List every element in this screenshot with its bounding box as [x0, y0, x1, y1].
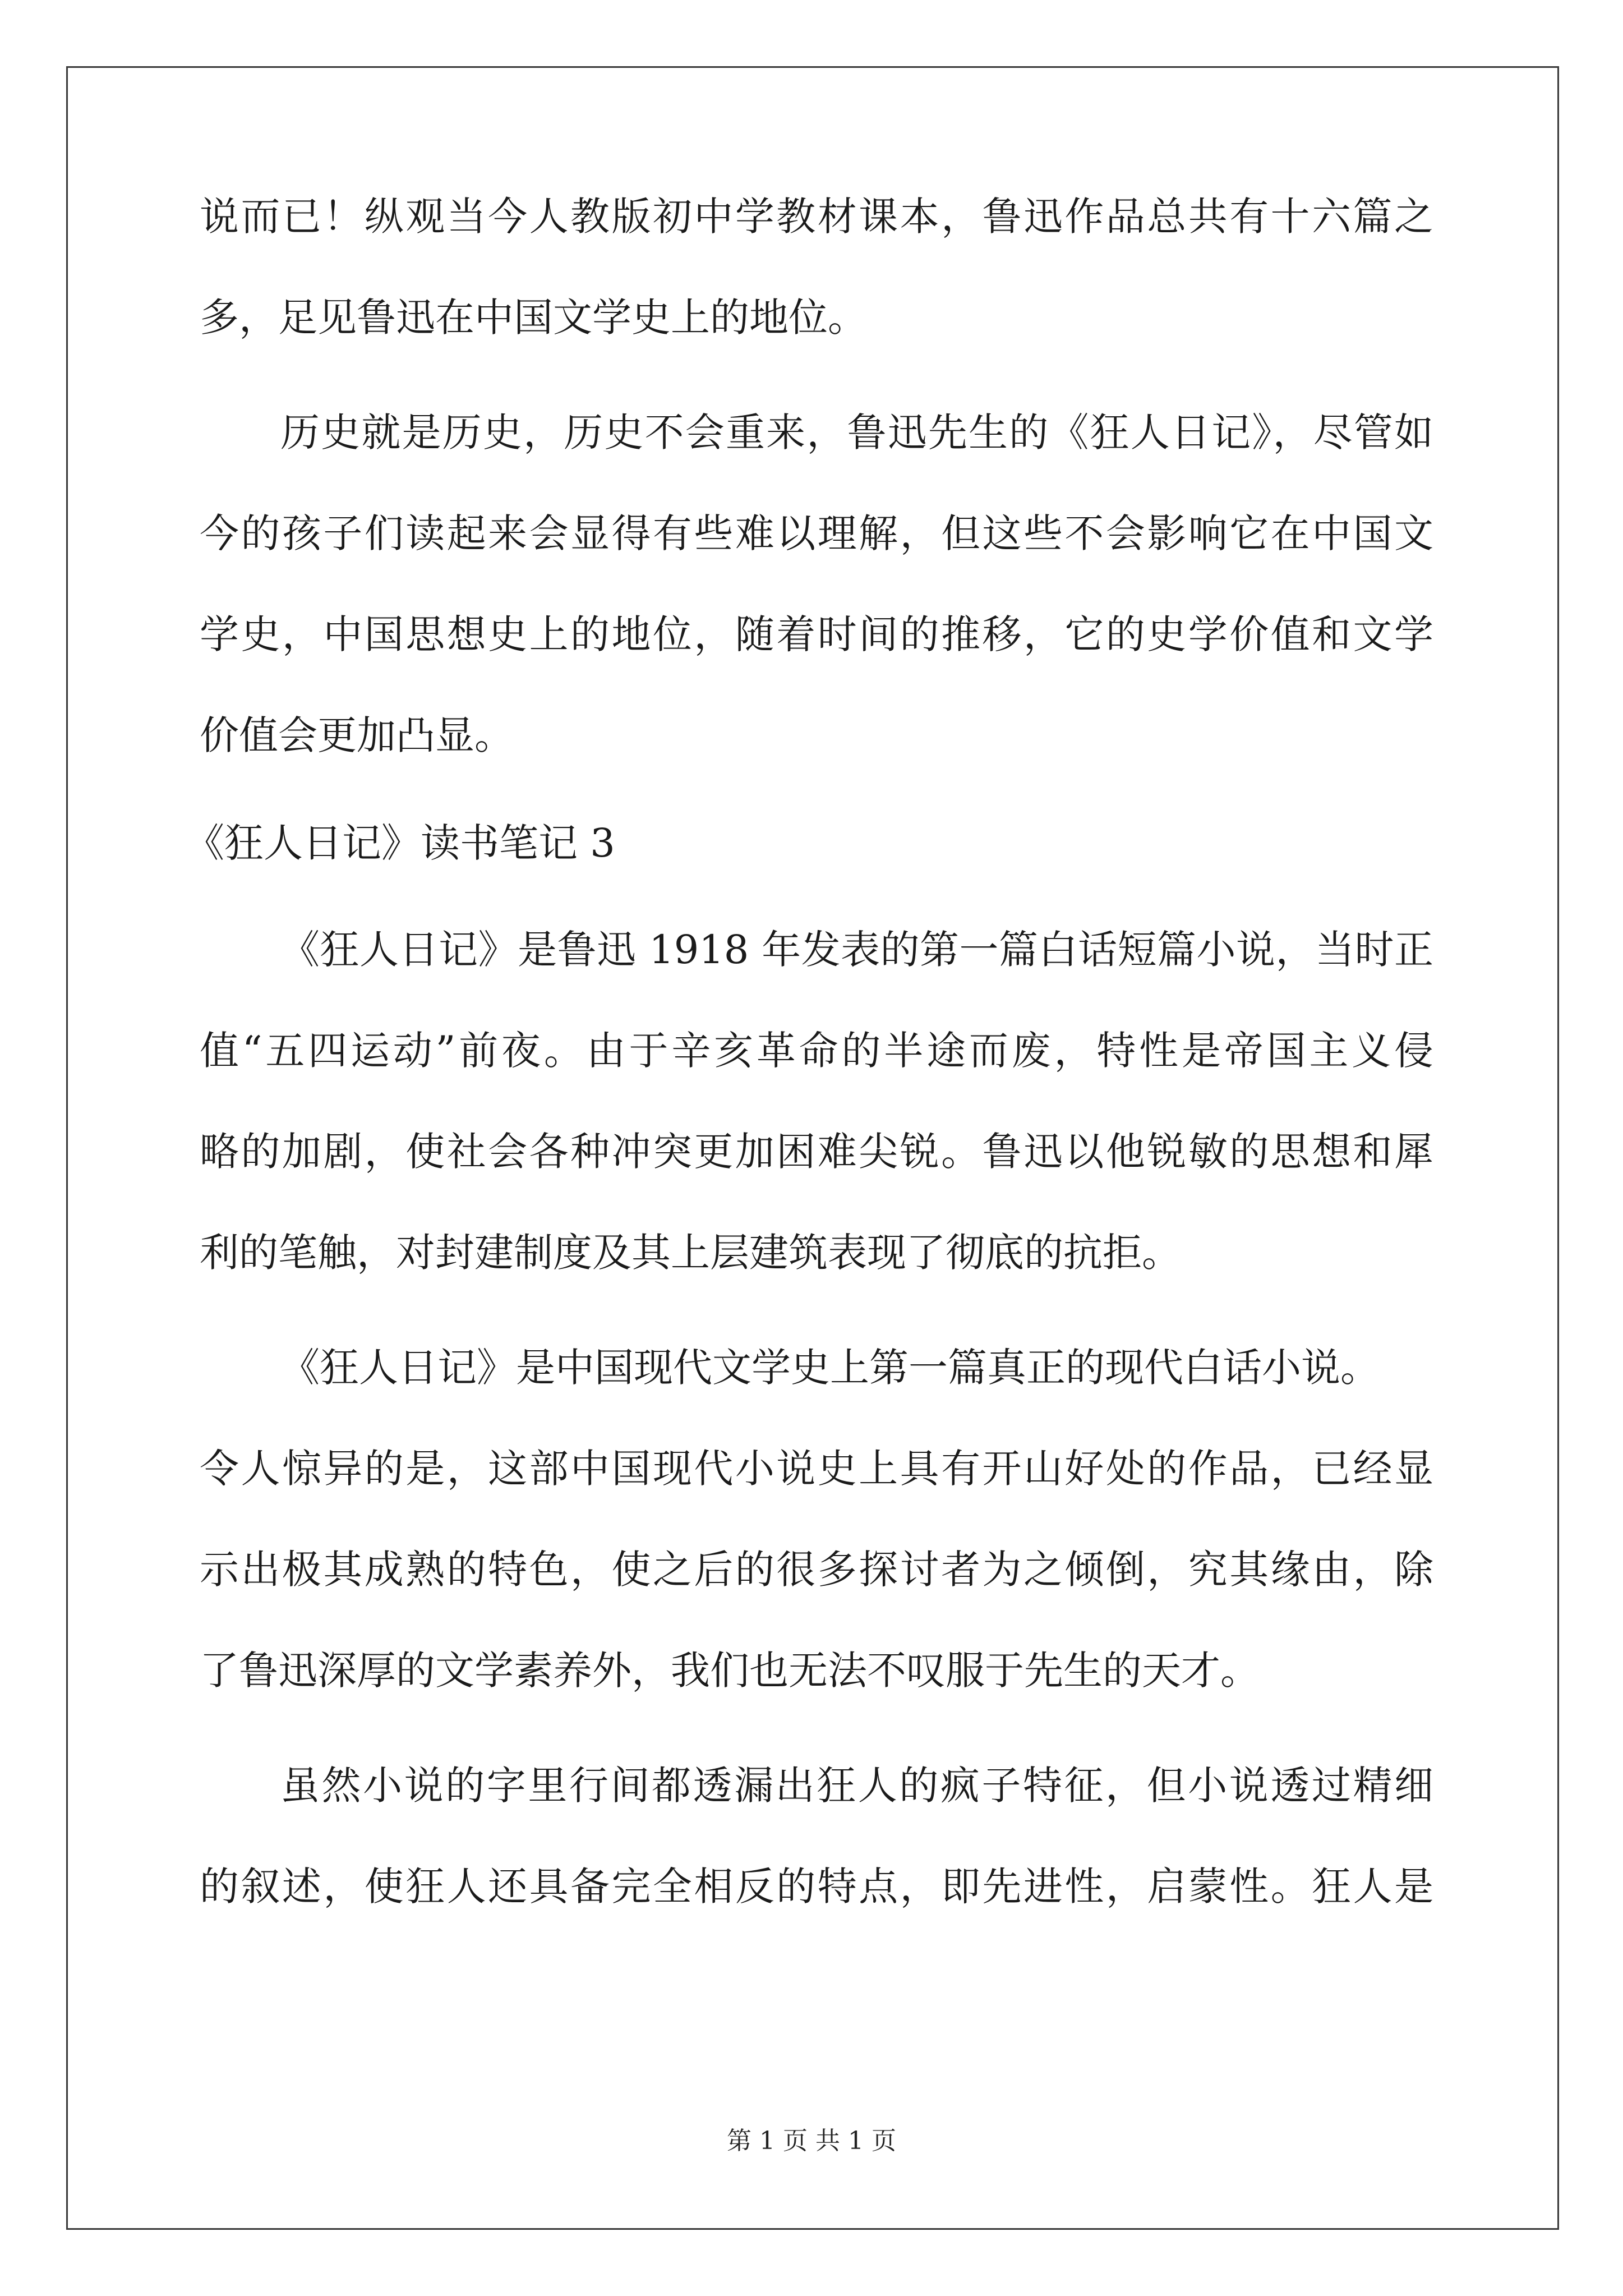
text-line: 《狂人日记》是鲁迅 1918 年发表的第一篇白话短篇小说，当时正	[280, 927, 1433, 973]
text-line: 虽然小说的字里行间都透漏出狂人的疯子特征，但小说透过精细	[280, 1763, 1433, 1809]
text-line: 令人惊异的是，这部中国现代小说史上具有开山好处的作品，已经显	[200, 1446, 1433, 1492]
page-number-footer: 第 1 页 共 1 页	[727, 2127, 896, 2155]
text-line: 说而已！纵观当今人教版初中学教材课本，鲁迅作品总共有十六篇之	[200, 194, 1433, 240]
text-line: 学史，中国思想史上的地位，随着时间的推移，它的史学价值和文学	[200, 611, 1433, 657]
text-line: 价值会更加凸显。	[200, 712, 514, 758]
text-line: 示出极其成熟的特色，使之后的很多探讨者为之倾倒，究其缘由，除	[200, 1547, 1433, 1593]
text-line: 《狂人日记》是中国现代文学史上第一篇真正的现代白话小说。	[280, 1345, 1380, 1391]
text-line: 略的加剧，使社会各种冲突更加困难尖锐。鲁迅以他锐敏的思想和犀	[200, 1129, 1433, 1175]
text-line: 多，足见鲁迅在中国文学史上的地位。	[200, 295, 867, 341]
text-line: 的叙述，使狂人还具备完全相反的特点，即先进性，启蒙性。狂人是	[200, 1864, 1433, 1910]
text-line: 今的孩子们读起来会显得有些难以理解，但这些不会影响它在中国文	[200, 510, 1433, 556]
text-line: 了鲁迅深厚的文学素养外，我们也无法不叹服于先生的天才。	[200, 1648, 1260, 1694]
text-line: 值“五四运动”前夜。由于辛亥革命的半途而废，特性是帝国主义侵	[200, 1028, 1433, 1074]
text-line: 历史就是历史，历史不会重来，鲁迅先生的《狂人日记》，尽管如	[280, 409, 1433, 455]
text-line: 利的笔触，对封建制度及其上层建筑表现了彻底的抗拒。	[200, 1230, 1181, 1276]
document-body	[185, 188, 1433, 1915]
section-heading: 《狂人日记》读书笔记 3	[185, 820, 615, 866]
